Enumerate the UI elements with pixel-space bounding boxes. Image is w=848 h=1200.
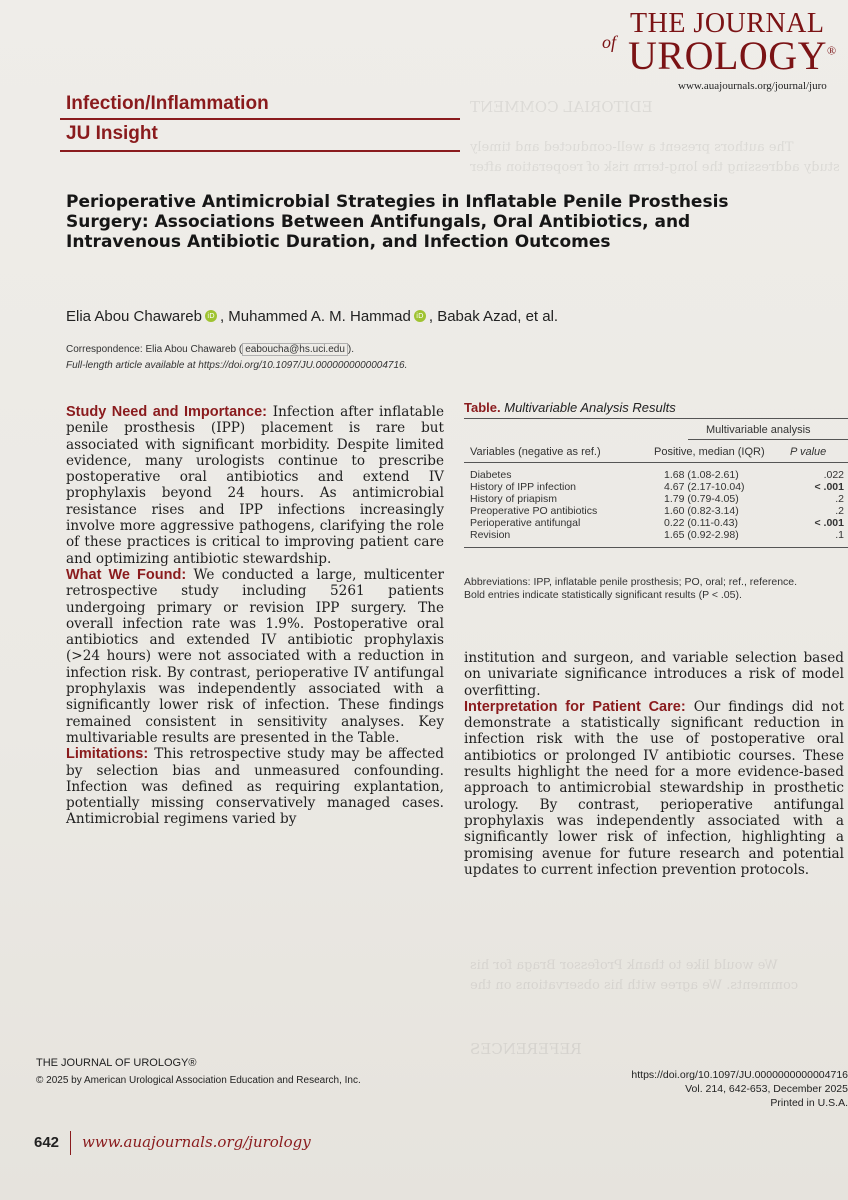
row-variable: History of priapism [470,493,557,505]
table-footnote-significance: Bold entries indicate statistically significant results (P < .05). [464,589,742,601]
author-name: Muhammed A. M. Hammad [228,308,411,325]
author-name: Elia Abou Chawareb [66,308,202,325]
row-value: 4.67 (2.17-10.04) [664,481,745,493]
footer-doi[interactable]: https://doi.org/10.1097/JU.0000000000004716 [631,1069,848,1081]
page-number-divider [70,1131,71,1155]
show-through-text: comments. We agree with his observations on the [470,978,799,993]
table-bottom-rule [464,547,848,548]
row-variable: Perioperative antifungal [470,517,581,529]
column-header-variables: Variables (negative as ref.) [470,446,601,458]
row-p-value: < .001 [814,517,844,529]
masthead-url: www.auajournals.org/journal/juro [678,80,827,92]
what-we-found-heading: What We Found: [66,566,187,583]
limitations-paragraph [66,746,444,827]
section-divider [60,118,460,120]
limitations-heading: Limitations: [66,746,149,763]
correspondence-label: Correspondence: Elia Abou Chawareb ( [66,344,243,355]
footer-volume: Vol. 214, 642-653, December 2025 [685,1083,848,1095]
registered-mark: ® [827,43,837,58]
table-row [464,505,848,517]
study-need-text: Infection after inflatable penile prosthesis (IPP) placement is rare but associated with significant morbidity. Despite limited evidence, many urologists continue to prescribe postoperative oral antibiotics and extend IV prophylaxis beyond 24 hours. As antimicrobial resistance rises and IPP infections increasingly involve more aggressive pathogens, clarifying the role of these practices is critical to improving patient care and optimizing antibiotic stewardship. [66,404,444,567]
interpretation-paragraph [464,699,844,878]
group-header-label: Multivariable analysis [706,424,811,436]
row-p-value: .2 [835,493,844,505]
table-title: Multivariable Analysis Results [504,400,676,415]
show-through-text: The authors present a well-conducted and timely [470,140,794,155]
author-list: Elia Abou Chawareb iD , Muhammed A. M. Hammad iD , Babak Azad, et al. [66,308,559,325]
multivariable-table [464,400,848,548]
what-we-found-text: We conducted a large, multicenter retrospective study including 5261 patients undergoing primary or revision IPP surgery. The overall infection rate was 1.9%. Postoperative oral antibiotics and extended IV antibiotic prophylaxis (>24 hours) were not associated with a reduction in infection risk. By contrast, perioperative IV antifungal prophylaxis was independently associated with a significantly lower risk of infection. These findings remained consistent in sensitivity analyses. Key multivariable results are presented in the Table. [66,566,444,746]
section-label: Infection/Inflammation [66,93,269,114]
table-footnote-abbreviations: Abbreviations: IPP, inflatable penile prosthesis; PO, oral; ref., reference. [464,576,798,588]
row-p-value: .022 [823,469,844,481]
page-number: 642 [34,1134,60,1151]
correspondence-email[interactable]: eaboucha@hs.uci.edu [242,343,348,356]
interpretation-text: Our findings did not demonstrate a statistically significant reduction in infection risk with the use of postoperative oral antibiotics or prolonged IV antibiotic courses. These results highlight the need for a more evidence-based approach to antimicrobial stewardship in prosthetic urology. By contrast, perioperative antifungal prophylaxis was independently associated with a significantly lower risk of infection, highlighting a promising avenue for future research and potential updates to current infection prevention protocols. [464,698,844,878]
footer-printed: Printed in U.S.A. [770,1097,848,1109]
row-value: 1.79 (0.79-4.05) [664,493,739,505]
table-row [464,481,848,493]
row-variable: Diabetes [470,469,512,481]
show-through-text: REFERENCES [470,1040,582,1058]
row-p-value: .2 [835,505,844,517]
subsection-divider [60,150,460,152]
show-through-text: We would like to thank Professor Braga for his [470,958,778,973]
table-group-header [464,419,848,439]
table-body [464,469,848,541]
limitations-continued: institution and surgeon, and variable selection based on univariate significance introduces a risk of model overfitting. [464,650,844,699]
right-column [464,650,844,878]
row-variable: Revision [470,529,511,541]
study-need-heading: Study Need and Importance: [66,404,267,420]
footer-copyright: © 2025 by American Urological Association Education and Research, Inc. [36,1075,361,1086]
row-variable: History of IPP infection [470,481,577,493]
masthead-the-journal: THE JOURNAL [630,8,825,39]
interpretation-heading: Interpretation for Patient Care: [464,698,686,715]
study-need-paragraph [66,404,444,567]
limitations-text: This retrospective study may be affected by selection bias and unmeasured confounding. Infection was defined as requiring explantation, potentially missing conservatively managed cases. Antimicrobial regimens varied by [66,746,445,828]
column-header-p-value: P value [790,446,827,458]
masthead-urology: UROLOGY® [628,33,837,78]
correspondence-end: ). [347,344,354,355]
correspondence-line [66,344,354,355]
footer-citation [548,1068,848,1110]
row-value: 0.22 (0.11-0.43) [664,517,738,529]
row-p-value: < .001 [814,481,844,493]
table-row [464,493,848,505]
subsection-label: JU Insight [66,123,158,144]
masthead-of: of [602,32,617,52]
table-caption [464,400,848,415]
table-footnote [464,576,844,602]
orcid-icon[interactable]: iD [414,310,426,322]
table-row [464,469,848,481]
row-value: 1.68 (1.08-2.61) [664,469,739,481]
what-we-found-paragraph [66,567,444,746]
footer-url[interactable]: www.auajournals.org/jurology [82,1133,311,1151]
row-variable: Preoperative PO antibiotics [470,505,598,517]
table-row [464,517,848,529]
table-column-headers [464,440,848,462]
row-value: 1.60 (0.82-3.14) [664,505,739,517]
table-row [464,529,848,541]
table-label: Table. [464,400,501,415]
column-header-positive: Positive, median (IQR) [654,446,765,458]
footer-journal-name: THE JOURNAL OF UROLOGY® [36,1057,197,1069]
left-column [66,404,444,828]
row-value: 1.65 (0.92-2.98) [664,529,739,541]
author-name: Babak Azad, et al. [437,308,559,325]
full-length-link[interactable]: Full-length article available at https://doi.org/10.1097/JU.0000000000004716. [66,360,408,371]
row-p-value: .1 [835,529,844,541]
orcid-icon[interactable]: iD [205,310,217,322]
show-through-text: study addressing the long-term risk of reoperation after [470,160,840,175]
article-title: Perioperative Antimicrobial Strategies in Inflatable Penile Prosthesis Surgery: Associations Between Antifungals, Oral Antibiotics, and Intravenous Antibiotic Duration, and Infection Outcomes [66,192,729,252]
show-through-text: EDITORIAL COMMENT [470,98,653,116]
